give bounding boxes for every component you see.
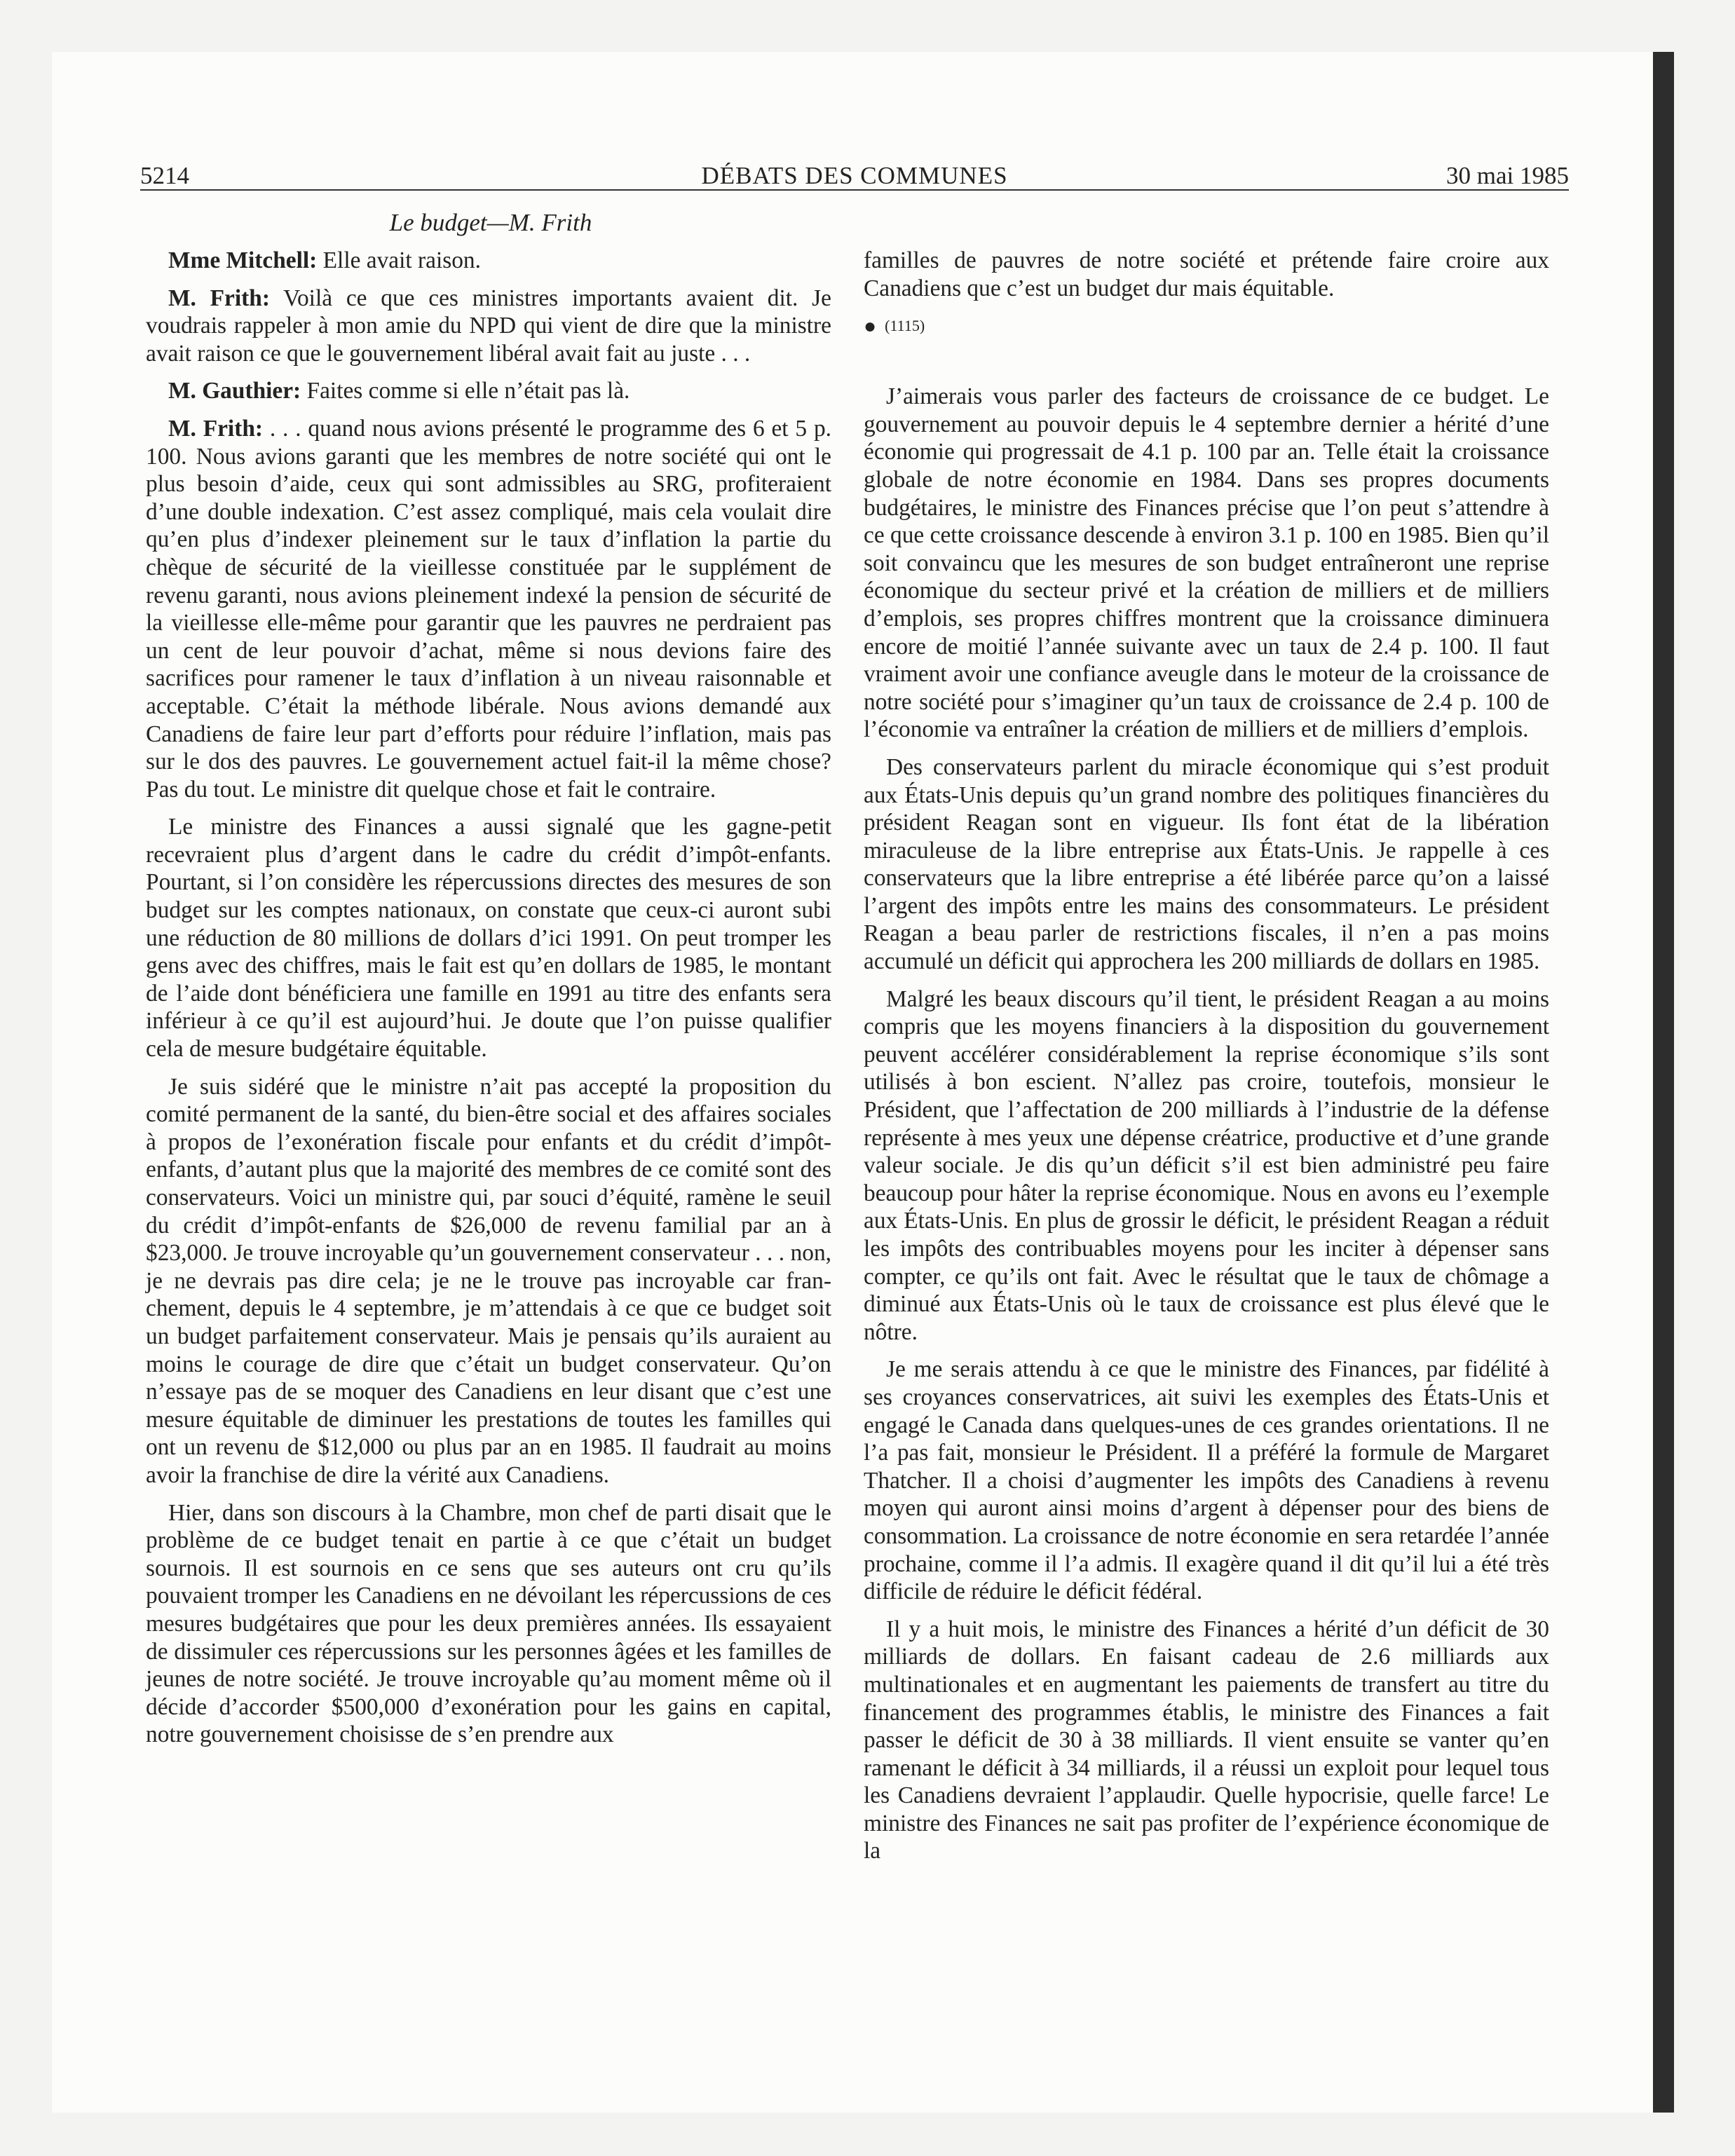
header-rule xyxy=(140,189,1569,191)
body-paragraph: Des conservateurs parlent du miracle économique qui s’est produit aux États-Unis depuis qu’un grand nombre des politiques financières du président Reagan sont en vigueur. Ils font état de la libération miraculeuse de la libre entreprise aux États-Unis. Je rappelle à ces conservateurs que la libre entreprise a été libérée parce qu’on a laissé l’argent des impôts entre les mains des consommateurs. Le président Reagan a beau parler de restrictions fiscales, il n’en a pas moins accumulé un déficit qui approchera les 200 milliards de dollars en 1985. xyxy=(864,753,1549,975)
body-paragraph xyxy=(146,1499,831,1749)
time-marker-text: (1115) xyxy=(885,317,925,335)
body-paragraph xyxy=(146,813,831,1063)
body-paragraph: Il y a huit mois, le ministre des Finances a hérité d’un déficit de 30 milliards de dollars. En faisant cadeau de 2.6 milliards aux multinationales et en augmentant les paiements de transfert au titre du financement des programmes établis, le ministre des Finances a fait passer le déficit de 30 à 38 milliards. Il vient ensuite se vanter qu’en ramenant le déficit à 34 milliards, il a réussi un exploit pour lequel tous les Canadiens devraient l’applaudir. Quelle hypocrisie, quelle farce! Le ministre des Finances ne sait pas profiter de l’expérience économique de la xyxy=(864,1616,1549,1864)
page-number: 5214 xyxy=(140,162,189,189)
body-paragraph xyxy=(146,1073,831,1489)
scan-edge-shadow xyxy=(1653,52,1674,2113)
paragraph-text: Le ministre des Finances a aussi signalé que les gagne-petit recevraient plus d’argent dans le cadre du crédit d’impôt-enfants. Pourtant, si l’on considère les répercussions directes des mesures de son budget sur les comptes nationaux, on constate que ceux-ci auront subi une réduction de 80 millions de dollars d’ici 1991. On peut tromper les gens avec des chiffres, mais le fait est qu’en dollars de 1985, le montant de l’aide dont bénéficiera une famille en 1991 au titre des enfants sera inférieur à ce qu’il est aujourd’hui. Je doute que l’on puisse qualifier cela de mesure budgétaire équitable. xyxy=(146,814,831,1063)
speaker-name: M. Frith: xyxy=(168,285,270,311)
body-paragraph: J’aimerais vous parler des facteurs de croissance de ce budget. Le gouvernement au pouvoir depuis le 4 septembre dernier a hérité d’une économie qui progressait de 4.1 p. 100 par an. Telle était la croissance globale de notre économie en 1984. Dans ses propres documents budgétaires, le ministre des Finances précise que l’on peut s’attendre à ce que cette croissance descende à environ 3.1 p. 100 en 1985. Bien qu’il soit convaincu que les mesures de son budget entraîneront une reprise économique du secteur privé et la création de milliers et de milliers d’emplois, ses propres chiffres montrent que la croissance diminuera encore de moitié l’année suivante avec un taux de 2.4 p. 100. Il faut vraiment avoir une confiance aveugle dans le moteur de la croissance de notre société pour s’imaginer qu’un taux de croissance de 2.4 p. 100 de l’économie va entraîner la création de milliers et de milliers d’emplois. xyxy=(864,383,1549,743)
body-paragraph: Malgré les beaux discours qu’il tient, le président Reagan a au moins compris que les moyens financiers à la disposition du gouvernement peuvent accélérer considérablement la reprise économique s’ils sont utilisés à bon escient. N’allez pas croire, toutefois, monsieur le Président, que l’affectation de 200 milliards à l’industrie de la défense représente à mes yeux une dépense créatrice, productive et d’une grande valeur sociale. Je dis qu’un déficit s’il est bien administré peu faire beaucoup pour hâter la reprise économique. Nous en avons eu l’exemple aux États-Unis. En plus de grossir le déficit, le président Reagan a réduit les impôts des contribuables moyens pour les inciter à dépenser sans compter, ce qu’ils ont fait. Avec le résultat que le taux de chômage a diminué aux États-Unis où le taux de croissance est plus élevé que le nôtre. xyxy=(864,985,1549,1345)
speaker-name: Mme Mitchell: xyxy=(168,247,318,273)
bullet-icon: ● xyxy=(864,315,877,339)
speech-paragraph xyxy=(146,247,831,275)
publication-title: DÉBATS DES COMMUNES xyxy=(701,162,1008,189)
speech-text: . . . quand nous avions présenté le programme des 6 et 5 p. 100. Nous avions garanti que les membres de notre société qui ont le plus besoin d’aide, ceux qui sont admissibles au SRG, profiteraient d’une double indexation. C’est assez compliqué, mais cela voulait dire qu’en plus d’indexer pleinement sur le taux d’inflation la partie du chèque de sécurité de la vieillesse constituée par le supplément de revenu garanti, nous avions pleinement indexé la pension de sécurité de la vieillesse elle-même pour garantir que les pauvres ne perdraient pas un cent de leur pouvoir d’achat, même si nous devions faire des sacrifices pour ramener le taux d’inflation à un niveau raisonnable et acceptable. C’était la méthode libérale. Nous avions demandé aux Canadiens de faire leur part d’efforts pour réduire l’inflation, mais pas sur le dos des pauvres. Le gouvernement actuel fait-il la même chose? Pas du tout. Le ministre dit quelque chose et fait le contraire. xyxy=(146,415,832,803)
speech-text: Faites comme si elle n’était pas là. xyxy=(301,378,630,404)
page-header xyxy=(140,160,1569,192)
speaker-name: M. Gauthier: xyxy=(168,378,301,404)
right-column xyxy=(864,247,1549,1875)
paragraph-text: Hier, dans son discours à la Chambre, mon chef de parti disait que le problème de ce budget tenait en partie à ce que c’était un budget sournois. Il est sournois en ce sens que ses auteurs ont cru qu’ils pouvaient tromper les Canadiens en ne dévoilant les répercussions de ces mesures budgétaires que pour les deux premières années. Ils essayaient de dissimuler ces répercussions sur les personnes âgées et les familles de jeunes de notre société. Je trouve incroyable qu’au moment même où il décide d’accorder $500,000 d’exonération pour les gains en capital, notre gouvernement choisisse de s’en prendre aux xyxy=(146,1499,831,1748)
speech-paragraph xyxy=(146,285,831,368)
speaker-name: M. Frith: xyxy=(168,415,264,442)
body-paragraph: Je me serais attendu à ce que le ministre des Finances, par fidélité à ses croyances conservatrices, ait suivi les exemples des États-Unis et engagé le Canada dans quelques-unes de ces grandes orientations. Il ne l’a pas fait, monsieur le Président. Il a préféré la formule de Margaret Thatcher. Il a choisi d’augmenter les impôts des Canadiens à revenu moyen qui auront ainsi moins d’argent à dépenser pour des biens de consommation. La croissance de notre économie en sera retardée l’année prochaine, comme il l’a admis. Il exagère quand il dit qu’il lui a été très difficile de réduire le déficit fédéral. xyxy=(864,1356,1549,1605)
continued-paragraph: familles de pauvres de notre société et prétende faire croire aux Canadiens que c’est un budget dur mais équitable. xyxy=(864,247,1549,301)
speech-text: Voilà ce que ces ministres importants avaient dit. Je voudrais rappeler à mon amie du NPD qui vient de dire que la ministre avait raison ce que le gouvernement libéral avait fait au juste . . . xyxy=(146,285,831,367)
speech-text: Elle avait raison. xyxy=(317,247,481,273)
left-column xyxy=(146,247,831,1759)
page-date: 30 mai 1985 xyxy=(1446,162,1569,189)
running-head: Le budget—M. Frith xyxy=(389,209,592,236)
time-marker xyxy=(864,312,1549,341)
paragraph-text: Je suis sidéré que le ministre n’ait pas accepté la proposition du comité permanent de la santé, du bien-être social et des affaires sociales à propos de l’exonération fiscale pour enfants et du crédit d’impôt-enfants, d’autant plus que la majorité des membres de ce comité sont des conservateurs. Voici un ministre qui, par souci d’équité, ramène le seuil du crédit d’impôt-enfants de $26,000 de revenu familial par an à $23,000. Je trouve incroyable qu’un gouvernement conservateur . . . non, je ne devrais pas dire cela; je ne le trouve pas incroyable car franchement, depuis le 4 septembre, je m’attendais à ce que ce budget soit un budget parfaitement conservateur. Mais je pensais qu’ils auraient au moins le courage de dire que c’était un budget conservateur. Qu’on n’essaye pas de se moquer des Canadiens en leur disant que c’est une mesure équitable de diminuer les prestations de toutes les familles qui ont un revenu de $12,000 ou plus par an en 1985. Il faudrait au moins avoir la franchise de dire la vérité aux Canadiens. xyxy=(146,1073,831,1488)
speech-paragraph xyxy=(146,415,831,803)
speech-paragraph xyxy=(146,377,831,405)
